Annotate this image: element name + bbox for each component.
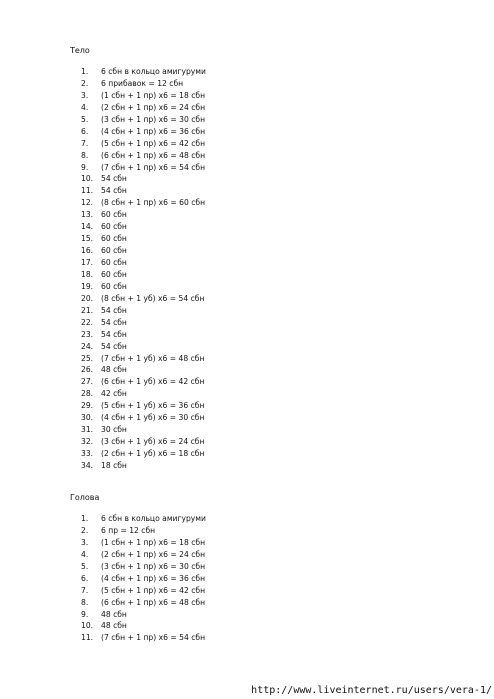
row-text: (2 сбн + 1 пр) х6 = 24 сбн: [101, 549, 206, 559]
row-number: 8.: [81, 150, 89, 160]
row-number: 12.: [81, 198, 94, 208]
row-text: (4 сбн + 1 пр) х6 = 36 сбн: [101, 573, 206, 583]
row-text: (1 сбн + 1 пр) х6 = 18 сбн: [101, 90, 206, 100]
row-text: 6 сбн в кольцо амигуруми: [101, 67, 206, 76]
row-text: (7 сбн + 1 пр) х6 = 54 сбн: [101, 633, 206, 643]
row-text: 60 сбн: [101, 234, 127, 244]
row-text: 48 сбн: [101, 365, 127, 375]
row-text: 30 сбн: [101, 425, 127, 435]
row-number: 25.: [81, 353, 94, 363]
row-number: 26.: [81, 365, 94, 375]
row-number: 14.: [81, 222, 94, 232]
row-number: 27.: [81, 377, 94, 387]
row-number: 2.: [81, 78, 89, 88]
row-text: 54 сбн: [101, 305, 127, 315]
row-text: 6 прибавок = 12 сбн: [101, 78, 184, 88]
row-text: (1 сбн + 1 пр) х6 = 18 сбн: [101, 537, 206, 547]
row-number: 11.: [81, 633, 94, 643]
row-number: 19.: [81, 281, 94, 291]
row-number: 33.: [81, 449, 94, 458]
row-text: 60 сбн: [101, 246, 127, 256]
row-text: (7 сбн + 1 уб) х6 = 48 сбн: [101, 353, 205, 363]
row-text: (2 сбн + 1 пр) х6 = 24 сбн: [101, 102, 206, 112]
row-text: (7 сбн + 1 пр) х6 = 54 сбн: [101, 162, 206, 172]
row-number: 5.: [81, 114, 89, 124]
row-number: 1.: [81, 514, 89, 523]
row-text: 6 пр = 12 сбн: [101, 525, 156, 535]
row-number: 4.: [81, 102, 89, 112]
row-number: 17.: [81, 258, 94, 267]
row-text: (2 сбн + 1 уб) х6 = 18 сбн: [101, 449, 205, 458]
row-text: (4 сбн + 1 пр) х6 = 36 сбн: [101, 126, 206, 136]
row-text: 54 сбн: [101, 174, 127, 184]
row-number: 6.: [81, 573, 89, 583]
row-number: 24.: [81, 341, 94, 351]
row-text: 60 сбн: [101, 210, 127, 220]
row-number: 3.: [81, 537, 89, 547]
row-number: 20.: [81, 293, 94, 303]
row-number: 30.: [81, 413, 94, 423]
row-text: 54 сбн: [101, 186, 127, 196]
row-text: 18 сбн: [101, 460, 127, 470]
row-number: 5.: [81, 561, 89, 571]
row-number: 34.: [81, 460, 94, 470]
row-text: 60 сбн: [101, 281, 127, 291]
row-text: (3 сбн + 1 пр) х6 = 30 сбн: [101, 561, 206, 571]
row-text: 6 сбн в кольцо амигуруми: [101, 514, 206, 523]
row-number: 13.: [81, 210, 94, 220]
row-text: 60 сбн: [101, 222, 127, 232]
row-number: 1.: [81, 67, 89, 76]
row-text: (5 сбн + 1 пр) х6 = 42 сбн: [101, 138, 206, 148]
row-number: 10.: [81, 174, 94, 184]
row-text: (4 сбн + 1 уб) х6 = 30 сбн: [101, 413, 205, 423]
row-number: 31.: [81, 425, 94, 435]
row-text: 54 сбн: [101, 329, 127, 339]
row-text: (6 сбн + 1 пр) х6 = 48 сбн: [101, 597, 206, 607]
row-text: 54 сбн: [101, 317, 127, 327]
row-number: 22.: [81, 317, 94, 327]
section-title-body: Тело: [70, 46, 90, 55]
row-text: 48 сбн: [101, 621, 127, 631]
source-url: http://www.liveinternet.ru/users/vera-1/: [251, 685, 492, 696]
row-text: (3 сбн + 1 уб) х6 = 24 сбн: [101, 437, 205, 447]
row-number: 9.: [81, 609, 89, 619]
row-number: 23.: [81, 329, 94, 339]
row-number: 7.: [81, 585, 89, 595]
row-number: 28.: [81, 389, 94, 399]
row-number: 18.: [81, 269, 94, 279]
row-text: (5 сбн + 1 пр) х6 = 42 сбн: [101, 585, 206, 595]
row-number: 9.: [81, 162, 89, 172]
row-text: 60 сбн: [101, 258, 127, 267]
row-number: 6.: [81, 126, 89, 136]
row-text: 42 сбн: [101, 389, 127, 399]
row-text: (3 сбн + 1 пр) х6 = 30 сбн: [101, 114, 206, 124]
row-text: (5 сбн + 1 уб) х6 = 36 сбн: [101, 401, 205, 411]
row-number: 8.: [81, 597, 89, 607]
row-number: 7.: [81, 138, 89, 148]
row-text: 48 сбн: [101, 609, 127, 619]
row-text: 54 сбн: [101, 341, 127, 351]
section-title-head: Голова: [70, 493, 100, 502]
row-text: (6 сбн + 1 пр) х6 = 48 сбн: [101, 150, 206, 160]
row-number: 10.: [81, 621, 94, 631]
row-number: 21.: [81, 305, 94, 315]
row-number: 32.: [81, 437, 94, 447]
row-number: 4.: [81, 549, 89, 559]
row-text: (8 сбн + 1 пр) х6 = 60 сбн: [101, 198, 206, 208]
row-text: 60 сбн: [101, 269, 127, 279]
row-number: 2.: [81, 525, 89, 535]
row-number: 3.: [81, 90, 89, 100]
row-number: 15.: [81, 234, 94, 244]
row-number: 11.: [81, 186, 94, 196]
row-text: (6 сбн + 1 уб) х6 = 42 сбн: [101, 377, 205, 387]
row-number: 16.: [81, 246, 94, 256]
row-text: (8 сбн + 1 уб) х6 = 54 сбн: [101, 293, 205, 303]
row-number: 29.: [81, 401, 94, 411]
